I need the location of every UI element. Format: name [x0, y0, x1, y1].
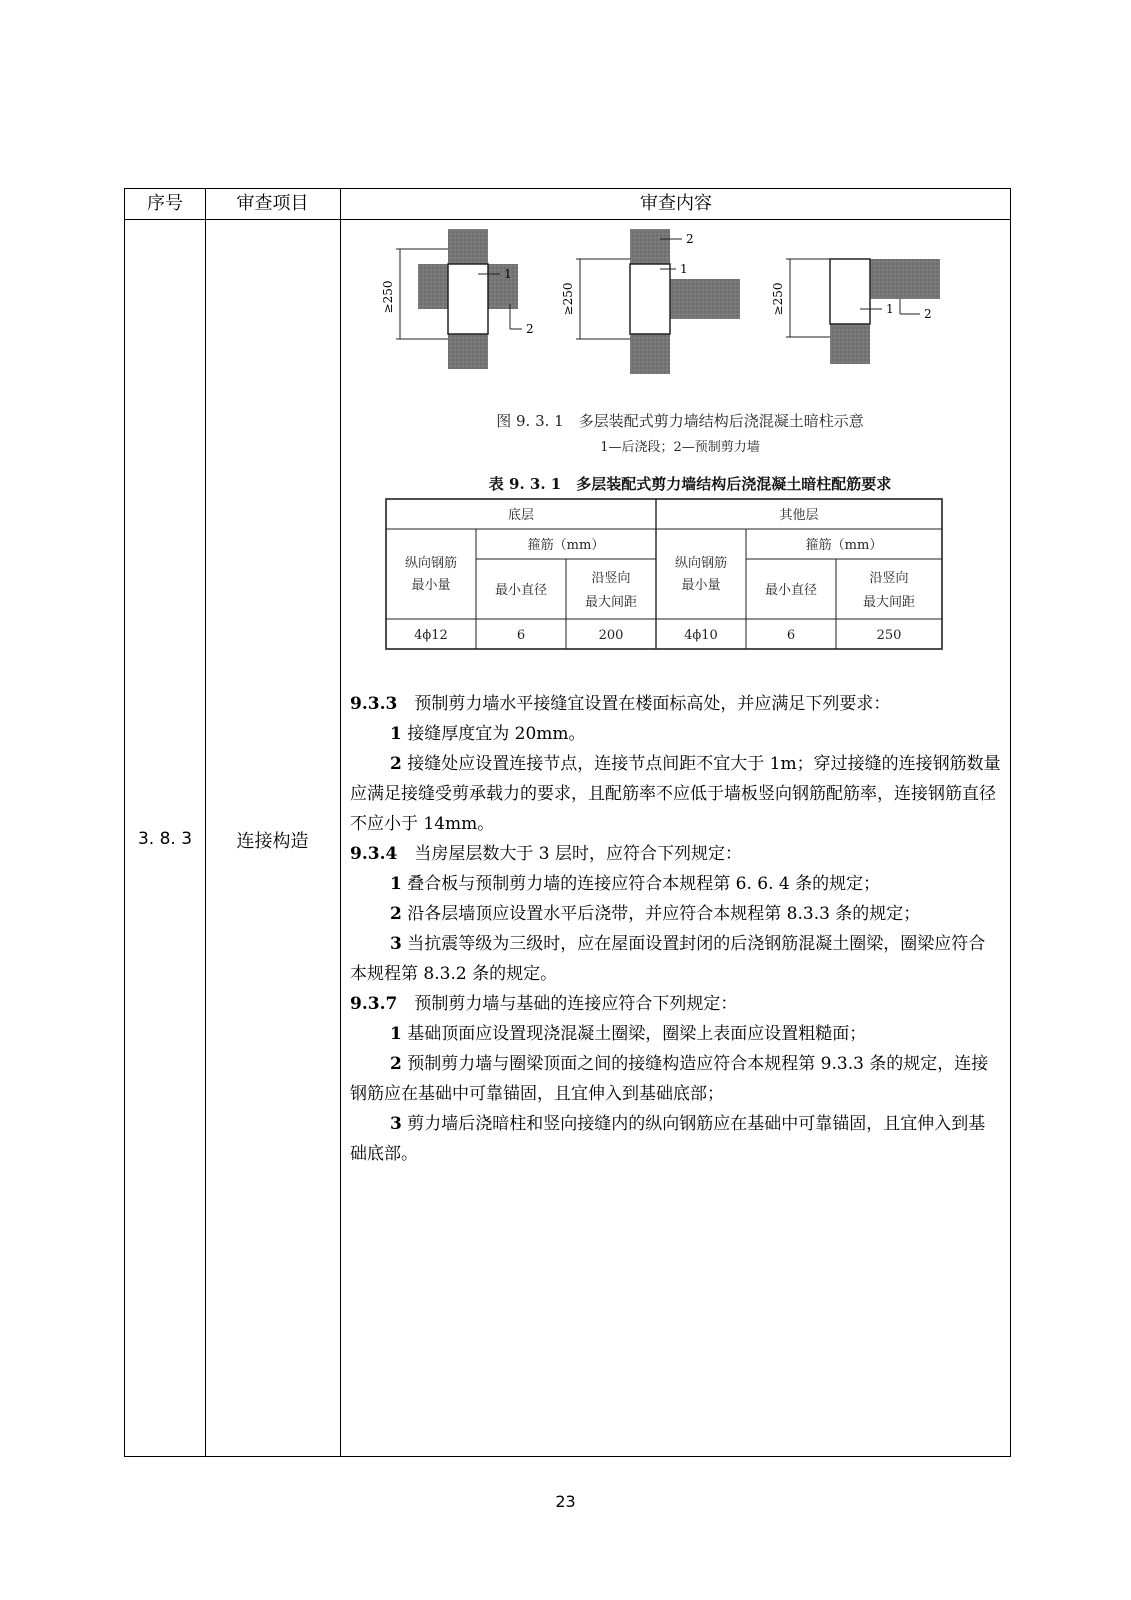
row-number: 3. 8. 3 [137, 829, 193, 849]
clause-body: 预制剪力墙与基础的连接应符合下列规定： [414, 994, 738, 1014]
marker-2: 2 [924, 307, 932, 321]
marker-1: 1 [886, 302, 894, 316]
max-spacing-label: 最大间距 [584, 595, 638, 610]
item-number: 3 [390, 1114, 402, 1134]
clause-933-1 [350, 719, 1002, 749]
clause-body: 当房屋层数大于 3 层时，应符合下列规定： [414, 844, 742, 864]
marker-2: 2 [526, 322, 534, 336]
item-body: 预制剪力墙与圈梁顶面之间的接缝构造应符合本规程第 9.3.3 条的规定，连接钢筋应在基础中可靠锚固，且宜伸入到基础底部； [350, 1054, 989, 1104]
item-body: 剪力墙后浇暗柱和竖向接缝内的纵向钢筋应在基础中可靠锚固，且宜伸入到基础底部。 [350, 1114, 986, 1164]
item-body: 基础顶面应设置现浇混凝土圈梁，圈梁上表面应设置粗糙面； [407, 1024, 867, 1044]
clause-text [350, 689, 1002, 1169]
item-number: 1 [390, 724, 402, 744]
header-serial: 序号 [147, 193, 183, 214]
min-amount-label: 最小量 [411, 578, 451, 593]
value-cell: 6 [516, 628, 526, 643]
long-rebar-label: 纵向钢筋 [404, 556, 458, 571]
item-body: 接缝厚度宜为 20mm。 [407, 724, 586, 744]
max-spacing-label: 最大间距 [862, 595, 916, 610]
item-number: 1 [390, 874, 402, 894]
item-body: 叠合板与预制剪力墙的连接应符合本规程第 6. 6. 4 条的规定； [407, 874, 881, 894]
clause-937 [350, 989, 1002, 1019]
item-number: 3 [390, 934, 402, 954]
review-table [124, 188, 1011, 1457]
item-number: 2 [390, 904, 402, 924]
item-number: 2 [390, 1054, 402, 1074]
row-item: 连接构造 [236, 831, 309, 852]
marker-1: 1 [504, 267, 512, 281]
item-body: 当抗震等级为三级时，应在屋面设置封闭的后浇钢筋混凝土圈梁，圈梁应符合本规程第 8.3.2 条的规定。 [350, 934, 986, 984]
rebar-table-title: 表 9. 3. 1 多层装配式剪力墙结构后浇混凝土暗柱配筋要求 [488, 475, 892, 493]
group-other-floors: 其他层 [779, 508, 819, 523]
along-vertical-label: 沿竖向 [869, 571, 909, 586]
stirrup-label: 箍筋（mm） [805, 538, 883, 553]
value-cell: 250 [876, 628, 902, 643]
header-review-content: 审查内容 [640, 193, 712, 214]
column-divider [205, 189, 206, 1456]
clause-body: 预制剪力墙水平接缝宜设置在楼面标高处，并应满足下列要求： [414, 694, 891, 714]
clause-number: 9.3.3 [350, 694, 398, 714]
clause-934-3 [350, 929, 1002, 989]
clause-937-2 [350, 1049, 1002, 1109]
item-body: 沿各层墙顶应设置水平后浇带，并应符合本规程第 8.3.3 条的规定； [407, 904, 921, 924]
min-dia-label: 最小直径 [494, 583, 548, 598]
group-bottom-floor: 底层 [507, 508, 535, 523]
detail-cross-junction [381, 229, 534, 369]
figure-caption: 图 9. 3. 1 多层装配式剪力墙结构后浇混凝土暗柱示意 [496, 412, 864, 430]
page-number: 23 [555, 1492, 576, 1511]
detail-corner-junction [771, 259, 940, 364]
header-review-item: 审查项目 [236, 193, 309, 214]
rebar-table [386, 499, 942, 649]
value-cell: 4ϕ12 [414, 628, 448, 643]
clause-937-3 [350, 1109, 1002, 1169]
item-number: 1 [390, 1024, 402, 1044]
shear-wall-diagram [360, 219, 1000, 679]
marker-2: 2 [686, 232, 694, 246]
long-rebar-label: 纵向钢筋 [674, 556, 728, 571]
stirrup-label: 箍筋（mm） [527, 538, 605, 553]
item-number: 2 [390, 754, 402, 774]
marker-1: 1 [680, 262, 688, 276]
value-cell: 200 [598, 628, 624, 643]
clause-number: 9.3.7 [350, 994, 398, 1014]
clause-933 [350, 689, 1002, 719]
clause-number: 9.3.4 [350, 844, 398, 864]
detail-t-junction [561, 229, 740, 374]
dim-label: ≥250 [561, 282, 575, 316]
value-cell: 6 [786, 628, 796, 643]
item-body: 接缝处应设置连接节点，连接节点间距不宜大于 1m；穿过接缝的连接钢筋数量应满足接缝受剪承载力的要求，且配筋率不应低于墙板竖向钢筋配筋率，连接钢筋直径不应小于 14mm。 [350, 754, 1001, 834]
clause-933-2 [350, 749, 1002, 839]
clause-934-1 [350, 869, 1002, 899]
min-amount-label: 最小量 [681, 578, 721, 593]
clause-934-2 [350, 899, 1002, 929]
along-vertical-label: 沿竖向 [591, 571, 631, 586]
review-content [340, 219, 1012, 1456]
value-cell: 4ϕ10 [684, 628, 718, 643]
rebar-table-text [405, 507, 915, 643]
min-dia-label: 最小直径 [764, 583, 818, 598]
dim-label: ≥250 [381, 280, 395, 314]
dim-label: ≥250 [771, 282, 785, 316]
clause-937-1 [350, 1019, 1002, 1049]
figure-scan [360, 219, 1000, 679]
figure-legend: 1—后浇段；2—预制剪力墙 [600, 440, 760, 455]
clause-934 [350, 839, 1002, 869]
